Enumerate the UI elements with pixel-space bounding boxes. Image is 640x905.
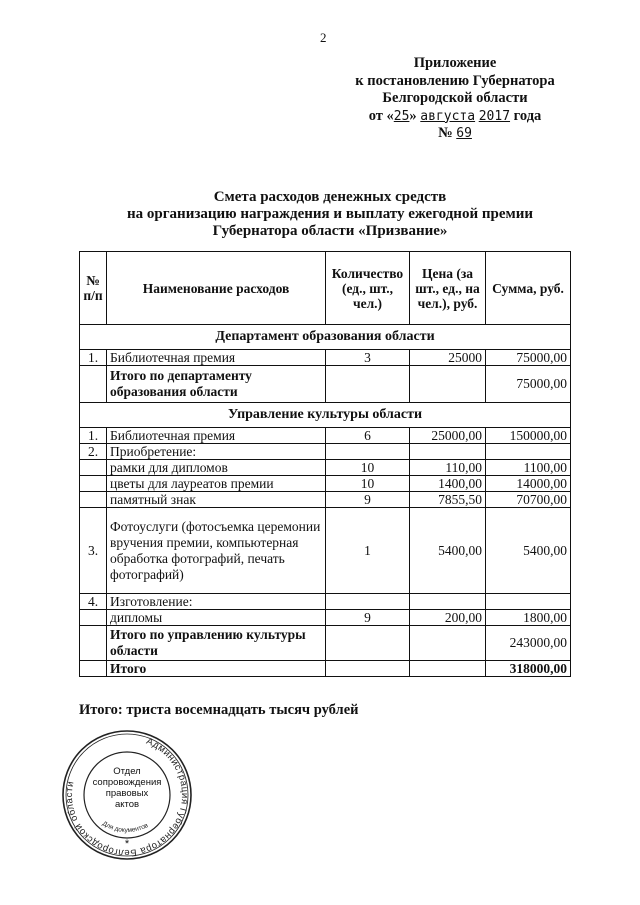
subtotal-sum: 243000,00 xyxy=(486,626,571,661)
cell-sum: 70700,00 xyxy=(486,492,571,508)
appendix-line-2: к постановлению Губернатора xyxy=(355,72,555,89)
cell-qty: 10 xyxy=(326,460,410,476)
subtotal-label: Итого по департаменту образования области xyxy=(107,366,326,403)
appendix-line-1: Приложение xyxy=(413,55,497,71)
document-title xyxy=(60,189,600,240)
cell-sum: 14000,00 xyxy=(486,476,571,492)
table-row xyxy=(80,492,571,508)
official-stamp xyxy=(60,728,194,862)
appendix-line-3: Белгородской области xyxy=(382,90,528,106)
cell-num: 1. xyxy=(80,428,107,444)
number-prefix: № xyxy=(438,125,453,141)
table-row xyxy=(80,476,571,492)
cell-price: 1400,00 xyxy=(410,476,486,492)
cell-num: 1. xyxy=(80,350,107,366)
cell-num: 4. xyxy=(80,594,107,610)
table-row xyxy=(80,444,571,460)
cell-name: Приобретение: xyxy=(107,444,326,460)
table-row xyxy=(80,428,571,444)
cell-num: 2. xyxy=(80,444,107,460)
cell-price: 7855,50 xyxy=(410,492,486,508)
subtotal-label: Итого по управлению культуры области xyxy=(107,626,326,661)
section-title: Управление культуры области xyxy=(80,403,571,428)
total-in-words: Итого: триста восемнадцать тысяч рублей xyxy=(79,702,359,718)
cell-sum: 1100,00 xyxy=(486,460,571,476)
section-title: Департамент образования области xyxy=(80,325,571,350)
cell-qty: 9 xyxy=(326,610,410,626)
stamp-ring-text: Администрация Губернатора Белгородской области xyxy=(63,735,191,859)
grand-total-sum: 318000,00 xyxy=(486,661,571,677)
title-line-2: на организацию награждения и выплату ежегодной премии xyxy=(127,206,533,222)
title-line-1: Смета расходов денежных средств xyxy=(213,189,447,205)
cell-name: памятный знак xyxy=(107,492,326,508)
grand-total-row xyxy=(80,661,571,677)
cell-name: рамки для дипломов xyxy=(107,460,326,476)
appendix-number xyxy=(330,125,580,143)
date-day: 25 xyxy=(393,108,410,124)
cell-qty: 1 xyxy=(326,508,410,594)
cell-qty: 3 xyxy=(326,350,410,366)
table-row xyxy=(80,594,571,610)
cell-price: 200,00 xyxy=(410,610,486,626)
stamp-center-text xyxy=(60,766,194,810)
cell-qty: 9 xyxy=(326,492,410,508)
date-mid: » xyxy=(409,107,417,124)
date-prefix: от « xyxy=(368,107,394,124)
stamp-line-3: правовых xyxy=(105,788,149,799)
number-value: 69 xyxy=(456,126,472,141)
cell-price: 25000 xyxy=(410,350,486,366)
subtotal-row xyxy=(80,626,571,661)
date-year: 2017 xyxy=(478,108,511,124)
cell-sum: 150000,00 xyxy=(486,428,571,444)
subtotal-row xyxy=(80,366,571,403)
header-qty: Количество (ед., шт., чел.) xyxy=(326,252,410,325)
cell-price: 25000,00 xyxy=(410,428,486,444)
appendix-date xyxy=(330,108,580,126)
cell-name: Библиотечная премия xyxy=(107,350,326,366)
table-row xyxy=(80,350,571,366)
section-row xyxy=(80,325,571,350)
header-name: Наименование расходов xyxy=(107,252,326,325)
stamp-line-1: Отдел xyxy=(113,766,141,777)
grand-total-label: Итого xyxy=(107,661,326,677)
cell-qty: 6 xyxy=(326,428,410,444)
cell-sum: 1800,00 xyxy=(486,610,571,626)
cell-num: 3. xyxy=(80,508,107,594)
cell-name: Изготовление: xyxy=(107,594,326,610)
table-row xyxy=(80,460,571,476)
cell-name: дипломы xyxy=(107,610,326,626)
table-row xyxy=(80,508,571,594)
table-row xyxy=(80,610,571,626)
subtotal-sum: 75000,00 xyxy=(486,366,571,403)
cell-price: 5400,00 xyxy=(410,508,486,594)
section-row xyxy=(80,403,571,428)
cell-sum: 5400,00 xyxy=(486,508,571,594)
cell-name: Фотоуслуги (фотосъемка церемонии вручения премии, компьютерная обработка фотографий, печать фотографий) xyxy=(107,508,326,594)
cell-name: Библиотечная премия xyxy=(107,428,326,444)
stamp-bottom-text: Для документов xyxy=(100,820,150,835)
page-number: 2 xyxy=(320,30,327,45)
cell-qty: 10 xyxy=(326,476,410,492)
date-suffix: года xyxy=(513,107,542,124)
cell-price: 110,00 xyxy=(410,460,486,476)
date-month: августа xyxy=(420,108,476,124)
header-num: № п/п xyxy=(80,252,107,325)
header-sum: Сумма, руб. xyxy=(486,252,571,325)
svg-text:Для документов xyxy=(101,820,150,834)
estimate-table xyxy=(79,251,571,677)
stamp-line-2: сопровождения xyxy=(92,777,162,788)
stamp-line-4: актов xyxy=(114,799,140,810)
appendix-header xyxy=(330,55,580,143)
cell-sum: 75000,00 xyxy=(486,350,571,366)
stamp-star: * xyxy=(124,838,130,850)
cell-name: цветы для лауреатов премии xyxy=(107,476,326,492)
title-line-3: Губернатора области «Призвание» xyxy=(212,223,448,239)
table-header-row xyxy=(80,252,571,325)
header-price: Цена (за шт., ед., на чел.), руб. xyxy=(410,252,486,325)
